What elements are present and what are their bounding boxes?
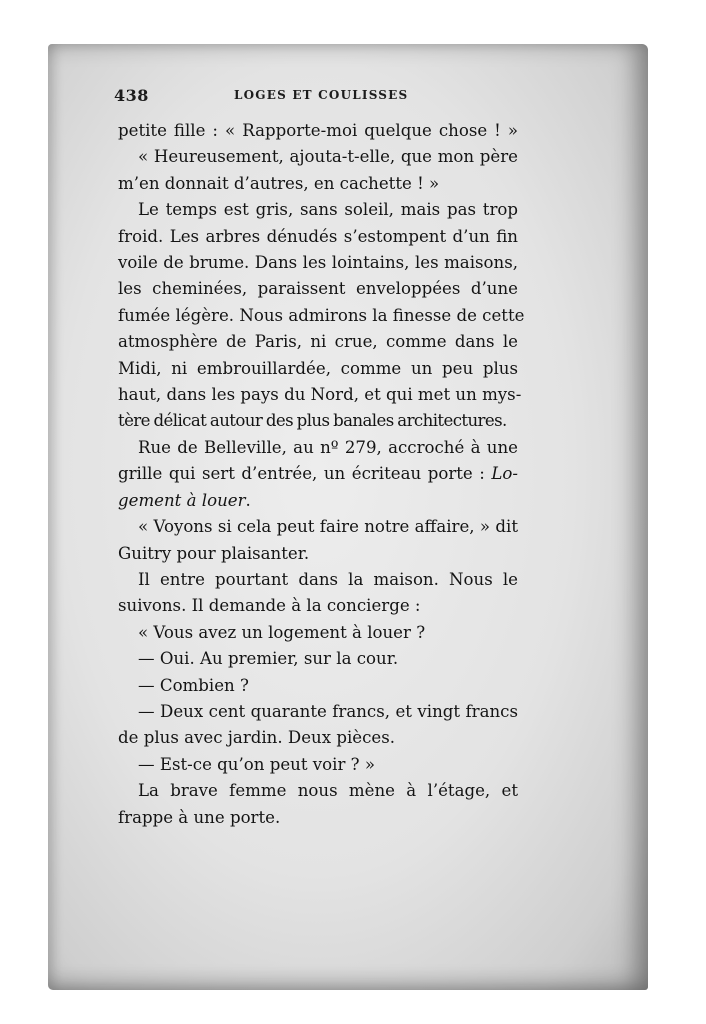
text-line: — Oui. Au premier, sur la cour.	[138, 649, 399, 669]
text-line: grille qui sert d’entrée, un écriteau porte : Lo-	[118, 464, 518, 484]
text-line: — Combien ?	[138, 675, 249, 695]
text-line: — Est-ce qu’on peut voir ? »	[138, 754, 375, 774]
text-line: Midi, ni embrouillardée, comme un peu plus	[118, 358, 518, 378]
text-line: gement à louer.	[118, 490, 251, 510]
text-line: — Deux cent quarante francs, et vingt francs	[138, 701, 518, 721]
text-line: Guitry pour plaisanter.	[118, 543, 310, 563]
text-line: La brave femme nous mène à l’étage, et	[138, 781, 518, 801]
text-line: « Voyons si cela peut faire notre affaire, » dit	[138, 517, 518, 537]
text-line: suivons. Il demande à la concierge :	[118, 596, 421, 616]
text-line: les cheminées, paraissent enveloppées d’une	[118, 279, 518, 299]
text-line: tère délicat autour des plus banales architectures.	[118, 411, 507, 431]
body-text	[118, 118, 525, 831]
text-line: de plus avec jardin. Deux pièces.	[118, 728, 396, 748]
text-line: atmosphère de Paris, ni crue, comme dans le	[118, 332, 518, 352]
text-line: voile de brume. Dans les lointains, les maisons,	[118, 253, 518, 273]
text-line: petite fille : « Rapporte-moi quelque chose ! »	[118, 121, 518, 140]
text-line: « Vous avez un logement à louer ?	[138, 622, 426, 642]
text-line: Rue de Belleville, au nº 279, accroché à une	[138, 437, 518, 457]
text-line: Le temps est gris, sans soleil, mais pas trop	[138, 200, 518, 220]
running-head: LOGES ET COULISSES	[234, 88, 409, 102]
text-line: « Heureusement, ajouta-t-elle, que mon père	[138, 147, 518, 167]
text-line: fumée légère. Nous admirons la finesse de cette	[118, 305, 525, 325]
text-line: Il entre pourtant dans la maison. Nous le	[138, 569, 518, 589]
text-line: froid. Les arbres dénudés s’estompent d’un fin	[118, 226, 518, 246]
page-number: 438	[114, 86, 149, 105]
text-line: haut, dans les pays du Nord, et qui met un mys-	[118, 385, 522, 405]
text-line: frappe à une porte.	[118, 807, 281, 827]
text-line: m’en donnait d’autres, en cachette ! »	[118, 173, 440, 193]
